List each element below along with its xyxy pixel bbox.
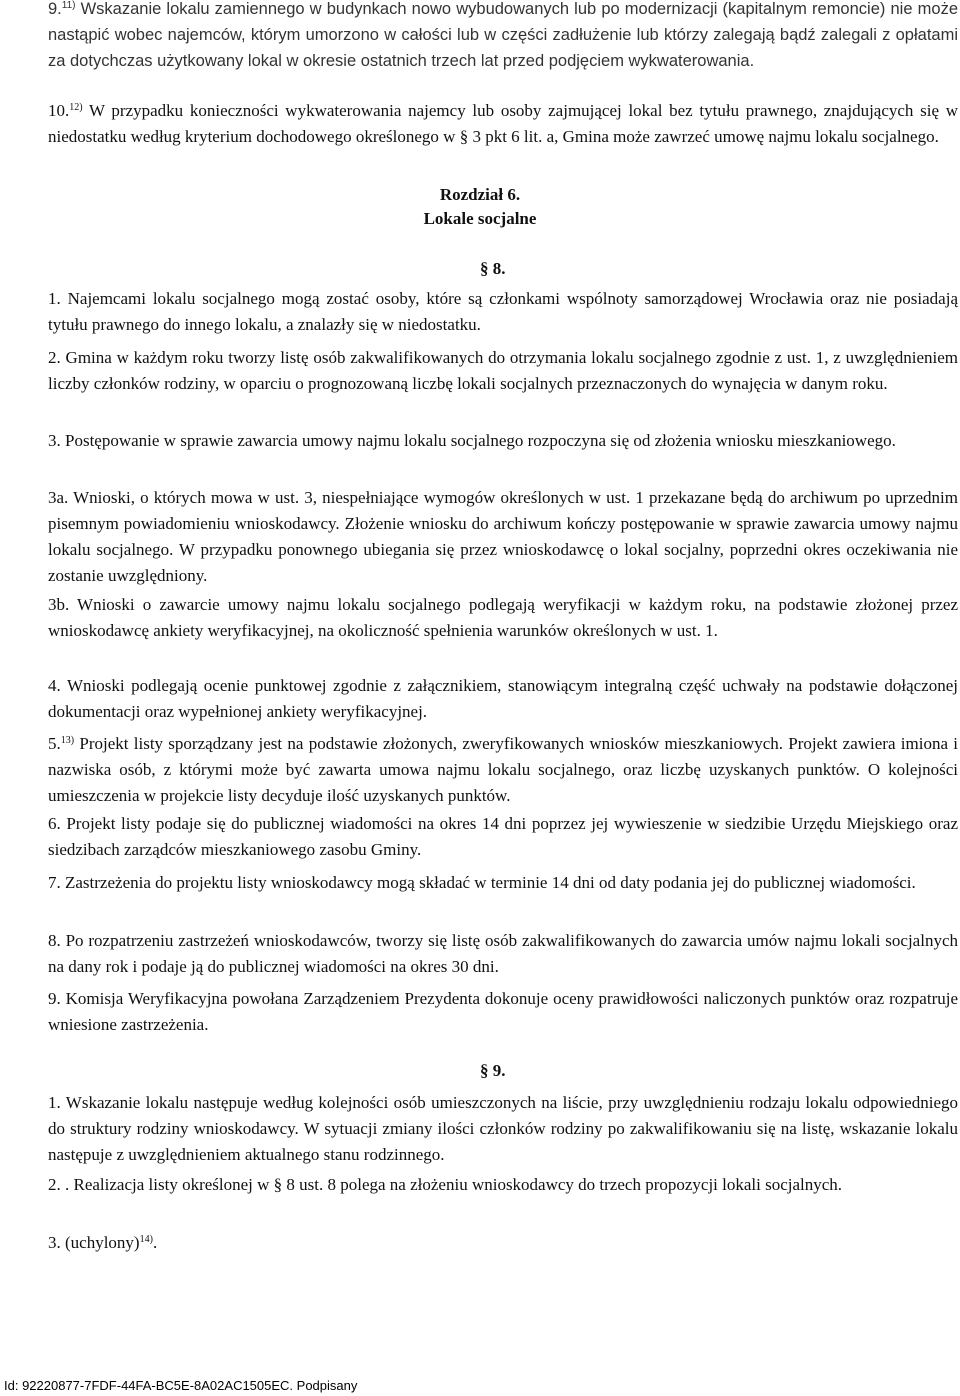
section-8-item-7: 7. Zastrzeżenia do projektu listy wnioskodawcy mogą składać w terminie 14 dni od daty podania jej do publicznej wiadomości.	[48, 873, 916, 892]
section-8-item-8: 8. Po rozpatrzeniu zastrzeżeń wnioskodawców, tworzy się listę osób zakwalifikowanych do zawarcia umów najmu lokali socjalnych na dany rok i podaje ją do publicznej wiadomości na okres 30 dni.	[48, 931, 958, 976]
paragraph-text: Wskazanie lokalu zamiennego w budynkach nowo wybudowanych lub po modernizacji (kapitalnym remoncie) nie może nastąpić wobec najemców, którym umorzono w całości lub w części zadłużenie lub którzy zalegają bądź zalegali z opłatami za dotychczas użytkowany lokal w okresie ostatnich trzech lat przed podjęciem wykwaterowania.	[48, 0, 958, 70]
section-9-item-2: 2. . Realizacja listy określonej w § 8 ust. 8 polega na złożeniu wnioskodawcy do trzech propozycji lokali socjalnych.	[48, 1175, 843, 1194]
section-8-item-6: 6. Projekt listy podaje się do publicznej wiadomości na okres 14 dni poprzez jej wywieszenie w siedzibie Urzędu Miejskiego oraz siedzibach zarządców mieszkaniowego zasobu Gminy.	[48, 814, 958, 859]
paragraph-number: 10.	[48, 101, 70, 120]
item-text: Projekt listy sporządzany jest na podstawie złożonych, zweryfikowanych wniosków mieszkaniowych. Projekt zawiera imiona i nazwiska osób, z którymi może być zawarta umowa najmu lokalu socjalnego, oraz liczbę uzyskanych punktów. O kolejności umieszczenia w projekcie listy decyduje ilość uzyskanych punktów.	[48, 734, 958, 805]
footnote-ref: 12)	[69, 102, 83, 113]
footnote-ref: 14)	[139, 1234, 153, 1245]
section-9-item-1: 1. Wskazanie lokalu następuje według kolejności osób umieszczonych na liście, przy uwzględnieniu rodzaju lokalu odpowiedniego do struktury rodziny wnioskodawcy. W sytuacji zmiany ilości członków rodziny po zakwalifikowaniu się na listę, wskazanie lokalu następuje z uwzględnieniem aktualnego stanu rodzinnego.	[48, 1093, 958, 1164]
paragraph-10	[48, 98, 958, 150]
section-8-item-3: 3. Postępowanie w sprawie zawarcia umowy najmu lokalu socjalnego rozpoczyna się od złożenia wniosku mieszkaniowego.	[48, 431, 896, 450]
section-8-item-4: 4. Wnioski podlegają ocenie punktowej zgodnie z załącznikiem, stanowiącym integralną część uchwały na podstawie dołączonej dokumentacji oraz wypełnionej ankiety weryfikacyjnej.	[48, 676, 958, 721]
item-text: 3. (uchylony)	[48, 1233, 140, 1252]
document-id-footer: Id: 92220877-7FDF-44FA-BC5E-8A02AC1505EC. Podpisany	[4, 1378, 358, 1393]
item-number: 5.	[48, 734, 61, 753]
section-8-item-3a: 3a. Wnioski, o których mowa w ust. 3, niespełniające wymogów określonych w ust. 1 przekazane będą do archiwum po uprzednim pisemnym powiadomieniu wnioskodawcy. Złożenie wniosku do archiwum kończy postępowanie w sprawie zawarcia umowy najmu lokalu socjalnego. W przypadku ponownego ubiegania się przez wnioskodawcę o lokal socjalny, poprzedni okres oczekiwania nie zostanie uwzględniony.	[48, 488, 958, 585]
paragraph-number: 9.	[48, 0, 62, 18]
footnote-ref: 13)	[60, 735, 75, 746]
section-8-item-9: 9. Komisja Weryfikacyjna powołana Zarządzeniem Prezydenta dokonuje oceny prawidłowości naliczonych punktów oraz rozpatruje wniesione zastrzeżenia.	[48, 989, 958, 1034]
chapter-subtitle: Lokale socjalne	[423, 209, 537, 228]
section-9-item-3	[48, 1230, 958, 1256]
item-end: .	[152, 1233, 158, 1252]
footnote-ref: 11)	[61, 0, 76, 11]
paragraph-text: W przypadku konieczności wykwaterowania najemcy lub osoby zajmującej lokal bez tytułu prawnego, znajdujących się w niedostatku według kryterium dochodowego określonego w § 3 pkt 6 lit. a, Gmina może zawrzeć umowę najmu lokalu socjalnego.	[48, 101, 958, 146]
section-8-item-5	[48, 731, 958, 809]
section-8-item-2: 2. Gmina w każdym roku tworzy listę osób zakwalifikowanych do otrzymania lokalu socjalnego zgodnie z ust. 1, z uwzględnieniem liczby członków rodziny, w oparciu o prognozowaną liczbę lokali socjalnych przeznaczonych do wynajęcia w danym roku.	[48, 348, 958, 393]
section-8-item-3b: 3b. Wnioski o zawarcie umowy najmu lokalu socjalnego podlegają weryfikacji w każdym roku, na podstawie złożonej przez wnioskodawcę ankiety weryfikacyjnej, na okoliczność spełnienia warunków określonych w ust. 1.	[48, 595, 958, 640]
section-8-heading: § 8.	[480, 259, 506, 278]
section-9-heading: § 9.	[480, 1061, 506, 1080]
chapter-title: Rozdział 6.	[439, 185, 521, 204]
section-8-item-1: 1. Najemcami lokalu socjalnego mogą zostać osoby, które są członkami wspólnoty samorządowej Wrocławia oraz nie posiadają tytułu prawnego do innego lokalu, a znalazły się w niedostatku.	[48, 289, 958, 334]
paragraph-9	[48, 0, 958, 74]
